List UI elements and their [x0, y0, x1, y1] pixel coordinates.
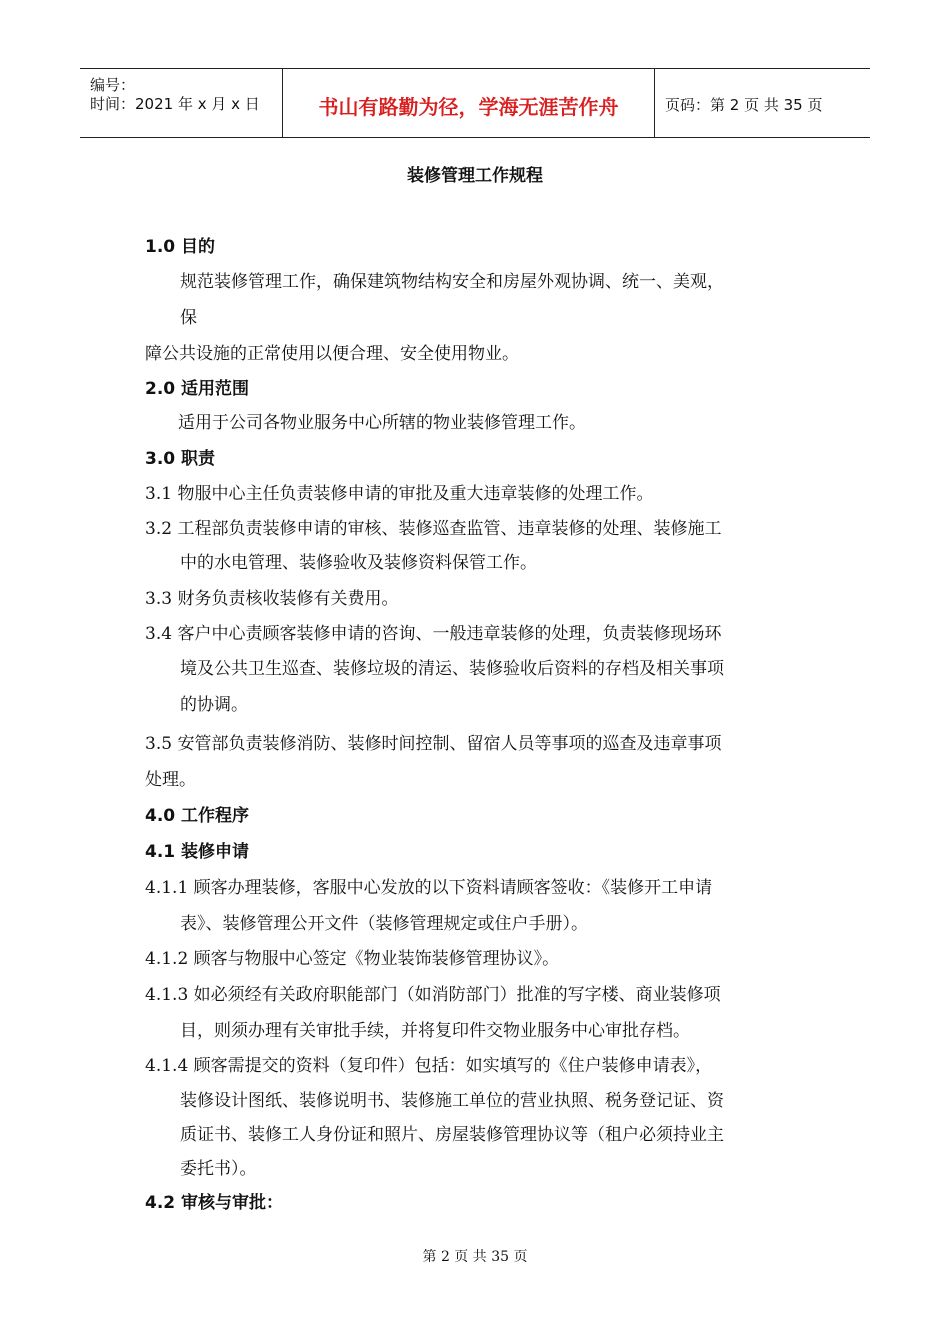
section-heading: 3.0 职责	[145, 449, 216, 469]
paragraph-line: 的协调。	[180, 695, 248, 715]
page-title: 装修管理工作规程	[407, 166, 543, 186]
paragraph-line: 适用于公司各物业服务中心所辖的物业装修管理工作。	[178, 413, 586, 433]
page-info: 页码：第 2 页 共 35 页	[665, 96, 823, 114]
paragraph-line: 4.1.3 如必须经有关政府职能部门（如消防部门）批准的写字楼、商业装修项	[145, 985, 721, 1005]
section-heading: 1.0 目的	[145, 237, 216, 257]
paragraph-line: 障公共设施的正常使用以便合理、安全使用物业。	[145, 344, 519, 364]
paragraph-line: 中的水电管理、装修验收及装修资料保管工作。	[180, 553, 537, 573]
header-meta-cell	[80, 69, 283, 137]
motto: 书山有路勤为径，学海无涯苦作舟	[318, 95, 619, 119]
paragraph-line: 4.1.2 顾客与物服中心签定《物业装饰装修管理协议》。	[145, 949, 560, 969]
paragraph-line: 表》、装修管理公开文件（装修管理规定或住户手册）。	[180, 914, 588, 934]
header-table	[80, 68, 870, 138]
paragraph-line: 4.1.4 顾客需提交的资料（复印件）包括：如实填写的《住户装修申请表》，	[145, 1056, 713, 1076]
header-motto-cell	[283, 69, 655, 137]
paragraph-line: 4.1.1 顾客办理装修，客服中心发放的以下资料请顾客签收：《装修开工申请	[145, 878, 713, 898]
paragraph-line: 境及公共卫生巡查、装修垃圾的清运、装修验收后资料的存档及相关事项	[180, 659, 724, 679]
paragraph-line: 3.5 安管部负责装修消防、装修时间控制、留宿人员等事项的巡查及违章事项	[145, 734, 722, 754]
paragraph-line: 装修设计图纸、装修说明书、装修施工单位的营业执照、税务登记证、资	[180, 1091, 724, 1111]
paragraph-line: 目，则须办理有关审批手续，并将复印件交物业服务中心审批存档。	[180, 1021, 690, 1041]
paragraph-line: 3.2 工程部负责装修申请的审核、装修巡查监管、违章装修的处理、装修施工	[145, 519, 722, 539]
paragraph-line: 委托书）。	[180, 1159, 257, 1179]
page-footer: 第 2 页 共 35 页	[422, 1249, 528, 1265]
paragraph-line: 质证书、装修工人身份证和照片、房屋装修管理协议等（租户必须持业主	[180, 1125, 724, 1145]
paragraph-line: 规范装修管理工作，确保建筑物结构安全和房屋外观协调、统一、美观，	[180, 272, 724, 292]
paragraph-line: 3.4 客户中心责顾客装修申请的咨询、一般违章装修的处理，负责装修现场环	[145, 624, 722, 644]
section-heading: 2.0 适用范围	[145, 379, 250, 399]
serial-label: 编号：	[90, 76, 136, 94]
time-label: 时间：2021 年 x 月 x 日	[90, 95, 260, 113]
paragraph-line: 3.3 财务负责核收装修有关费用。	[145, 589, 399, 609]
paragraph-line: 保	[180, 308, 197, 328]
subsection-heading: 4.2 审核与审批：	[145, 1193, 284, 1213]
header-page-cell	[655, 69, 870, 137]
paragraph-line: 3.1 物服中心主任负责装修申请的审批及重大违章装修的处理工作。	[145, 484, 654, 504]
paragraph-line: 处理。	[145, 770, 196, 790]
section-heading: 4.0 工作程序	[145, 806, 250, 826]
subsection-heading: 4.1 装修申请	[145, 842, 250, 862]
